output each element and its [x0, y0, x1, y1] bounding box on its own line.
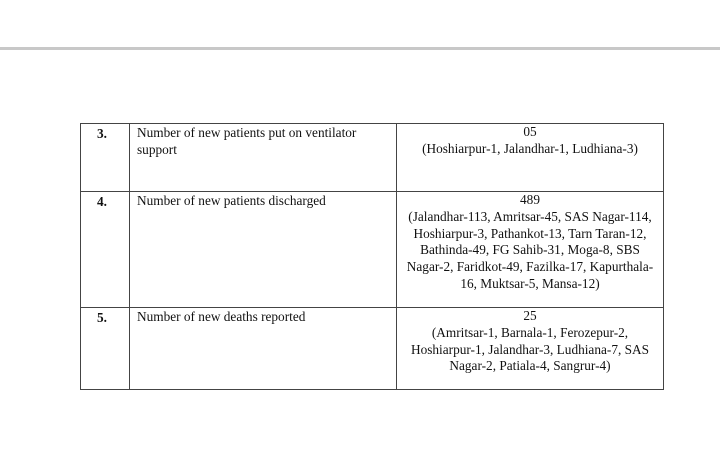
serial-number-cell	[81, 192, 130, 308]
covid-report-table	[80, 123, 664, 390]
district-breakdown: (Jalandhar-113, Amritsar-45, SAS Nagar-114, Hoshiarpur-3, Pathankot-13, Tarn Taran-12, Bathinda-49, FG Sahib-31, Moga-8, SBS Nagar-2, Faridkot-49, Fazilka-17, Kapurthala-16, Muktsar-5, Mansa-12)	[406, 208, 654, 291]
description-cell: Number of new patients discharged	[130, 192, 397, 308]
district-breakdown: (Hoshiarpur-1, Jalandhar-1, Ludhiana-3)	[422, 140, 638, 156]
serial-number: 3.	[97, 126, 107, 141]
description-cell: Number of new deaths reported	[130, 308, 397, 390]
count-value: 25	[523, 308, 537, 323]
district-breakdown: (Amritsar-1, Barnala-1, Ferozepur-2, Hoshiarpur-1, Jalandhar-3, Ludhiana-7, SAS Nagar-2, Patiala-4, Sangrur-4)	[410, 324, 650, 374]
description-cell: Number of new patients put on ventilator support	[130, 124, 397, 192]
top-divider	[0, 47, 720, 50]
value-cell	[397, 192, 664, 308]
value-cell	[397, 124, 664, 192]
serial-number-cell	[81, 124, 130, 192]
serial-number: 4.	[97, 194, 107, 209]
table-row	[81, 192, 664, 308]
count-value: 05	[523, 124, 537, 139]
count-value: 489	[520, 192, 540, 207]
table-row	[81, 124, 664, 192]
value-cell	[397, 308, 664, 390]
serial-number-cell	[81, 308, 130, 390]
serial-number: 5.	[97, 310, 107, 325]
table-row	[81, 308, 664, 390]
